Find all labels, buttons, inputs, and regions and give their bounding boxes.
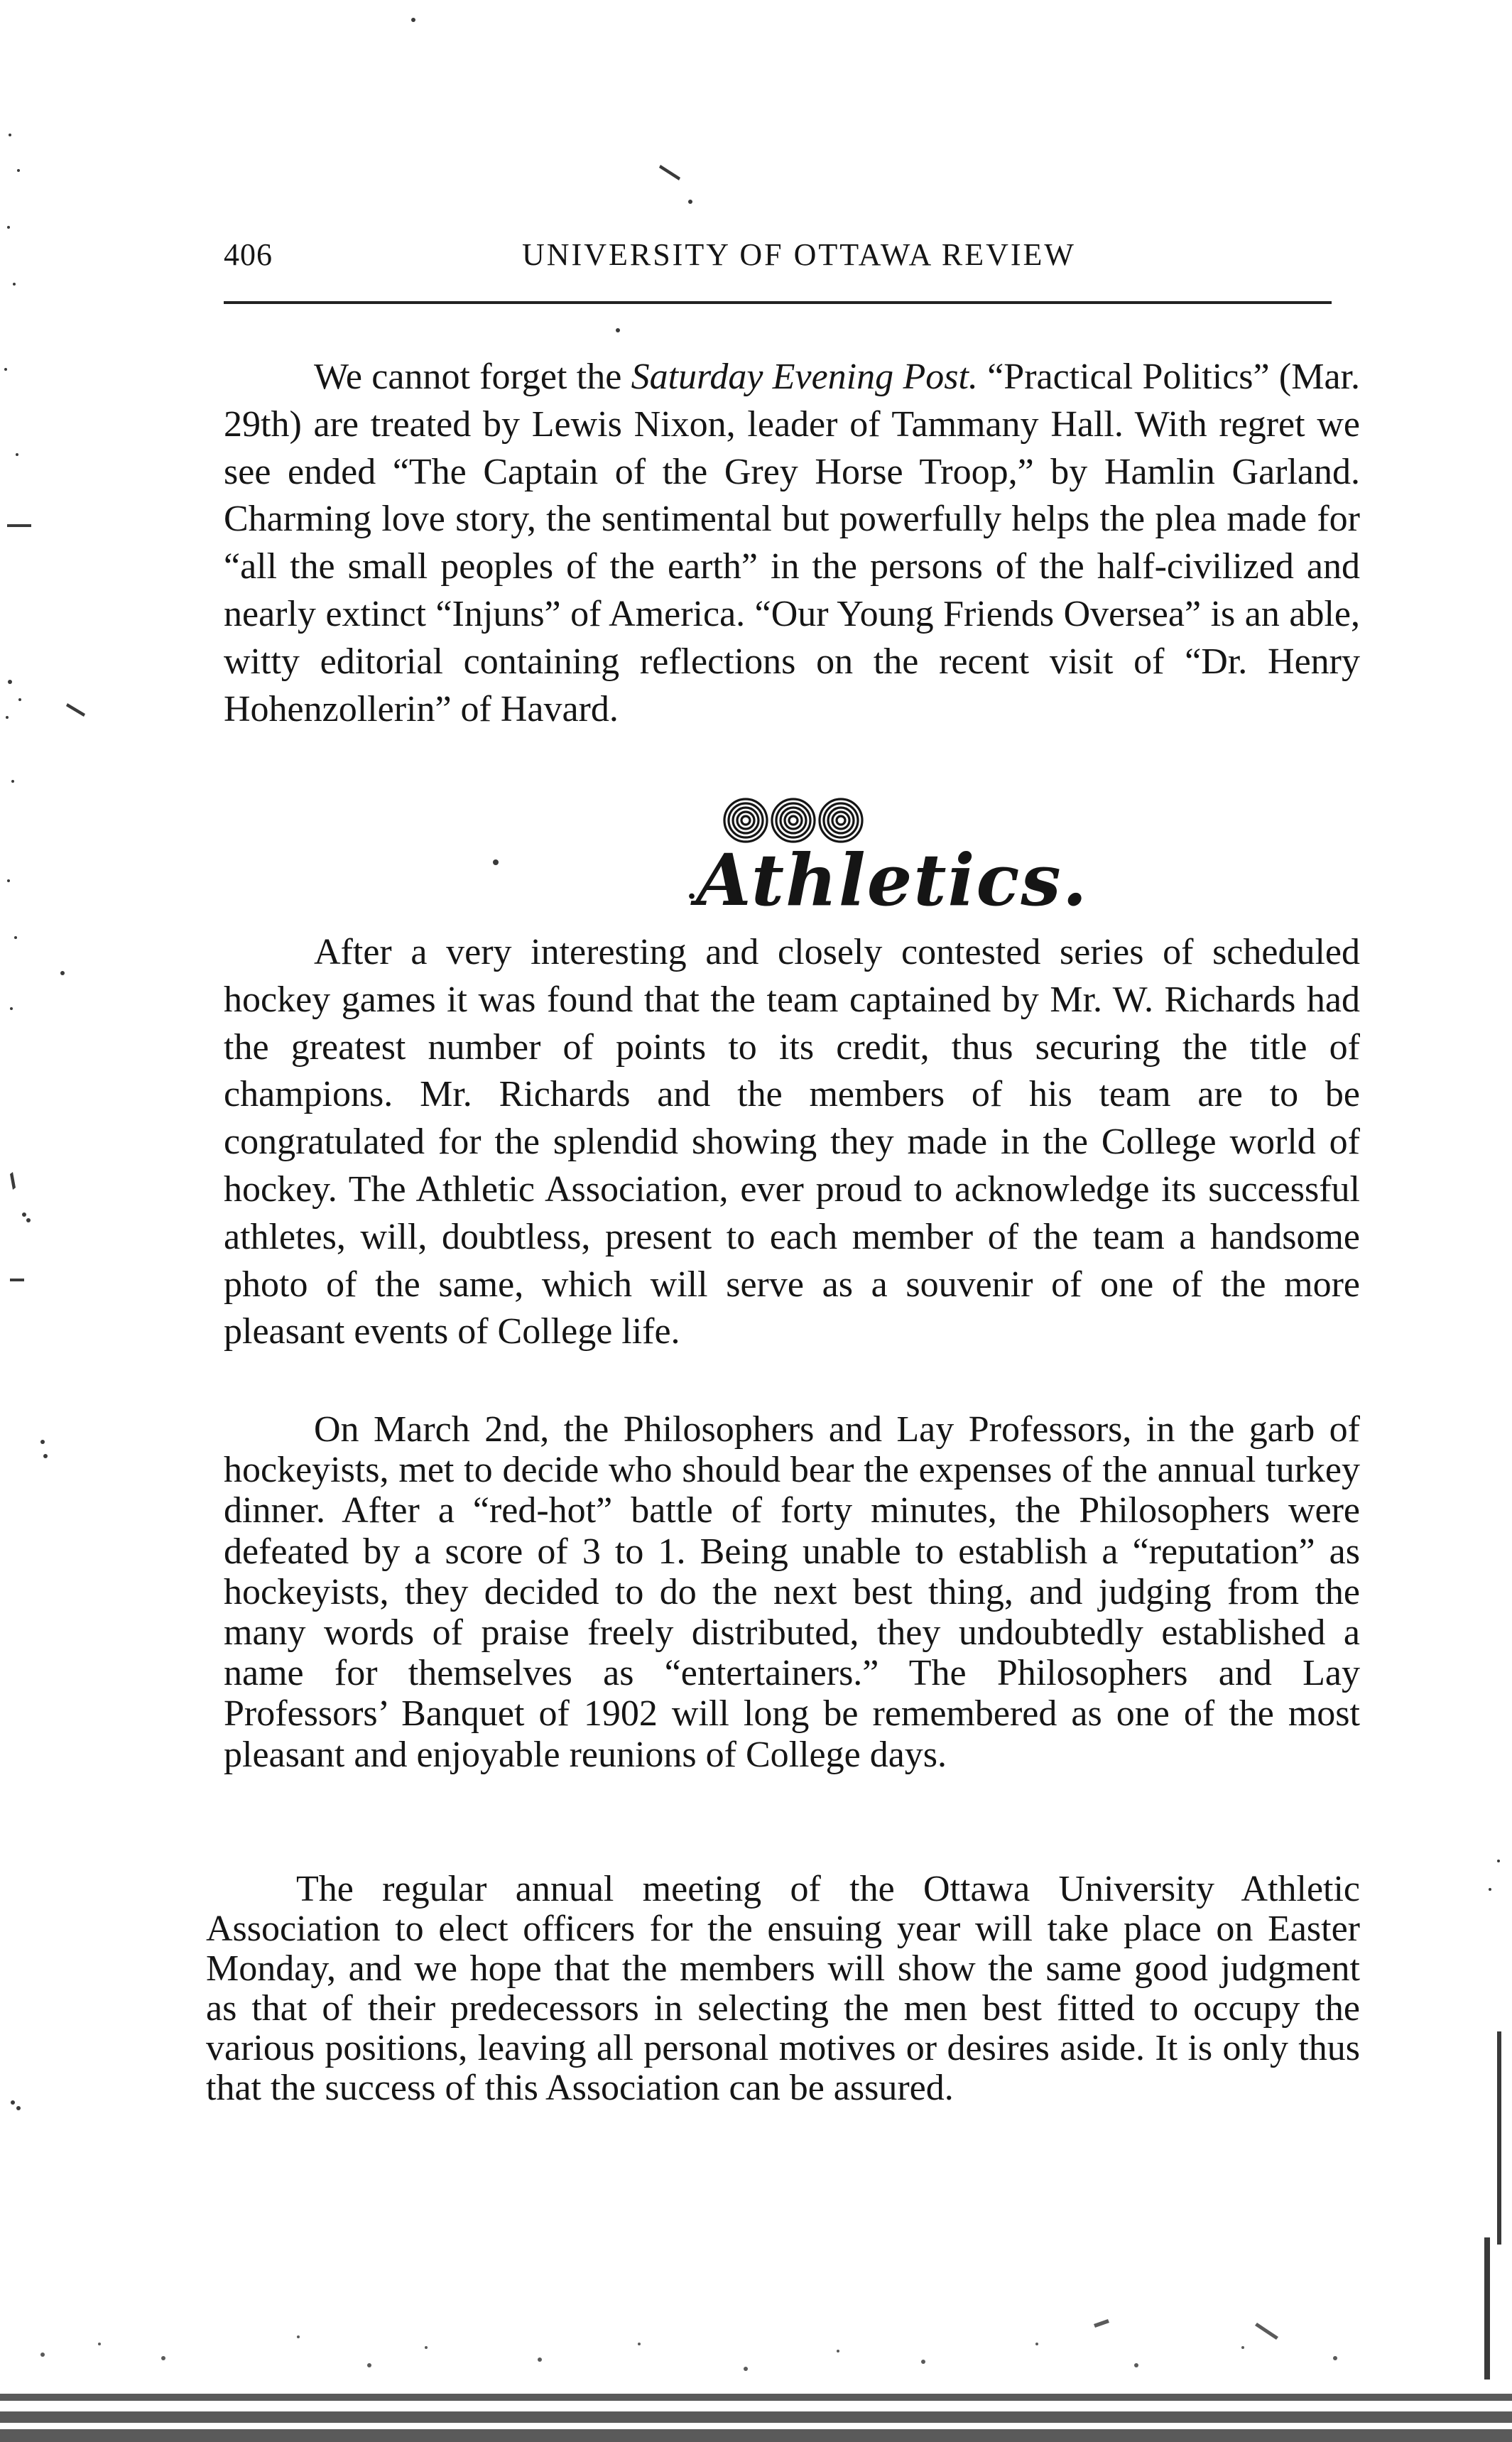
heading-dot: . (687, 869, 696, 906)
paragraph-saturday-evening-post (224, 354, 1360, 733)
italic-magazine-title: Saturday Evening Post. (631, 357, 978, 397)
paragraph-annual-meeting: The regular annual meeting of the Ottawa University Athletic Association to elect officers for the ensuing year will take place on Easter Monday, and we hope that the members will show the same good judgment as that of their predecessors in selecting the men best fitted to occupy the various positions, leaving all personal motives or desires aside. It is only thus that the success of this Association can be assured. (206, 1869, 1360, 2108)
running-head (224, 231, 1360, 295)
page-number: 406 (224, 237, 273, 272)
section-heading-athletics: Athletics. (696, 838, 1089, 922)
paragraph-philosophers-game: On March 2nd, the Philosophers and Lay Professors, in the garb of hockeyists, met to decide who should bear the expenses of the annual turkey dinner. After a “red-hot” battle of forty minutes, the Philosophers were defeated by a score of 3 to 1. Being unable to establish a “reputation” as hockeyists, they decided to do the next best thing, and judging from the many words of praise freely distributed, they undoubtedly established a name for themselves as “entertainers.” The Philosophers and Lay Professors’ Banquet of 1902 will long be remembered as one of the most pleasant and enjoyable reunions of College days. (224, 1409, 1360, 1775)
journal-title: UNIVERSITY OF OTTAWA REVIEW (522, 237, 1076, 272)
paragraph-lead: We cannot forget the (314, 357, 631, 397)
paragraph-rest: “Practical Politics” (Mar. 29th) are treated by Lewis Nixon, leader of Tammany Hall. With regret we see ended “The Captain of the Grey Horse Troop,” by Hamlin Garland. Charming love story, the sentimental but powerfully helps the plea made for “all the small peoples of the earth” in the persons of the half-civilized and nearly extinct “Injuns” of America. “Our Young Friends Oversea” is an able, witty editorial containing reflections on the recent visit of “Dr. Henry Hohenzollerin” of Havard. (224, 357, 1360, 729)
header-rule (224, 301, 1332, 304)
paragraph-hockey-champions: After a very interesting and closely contested series of scheduled hockey games it was found that the team captained by Mr. W. Richards had the greatest number of points to its credit, thus securing the title of champions. Mr. Richards and the members of his team are to be congratulated for the splendid showing they made in the College world of hockey. The Athletic Association, ever proud to acknowledge its successful athletes, will, doubtless, present to each member of the team a handsome photo of the same, which will serve as a souvenir of one of the more pleasant events of College life. (224, 932, 1360, 1352)
